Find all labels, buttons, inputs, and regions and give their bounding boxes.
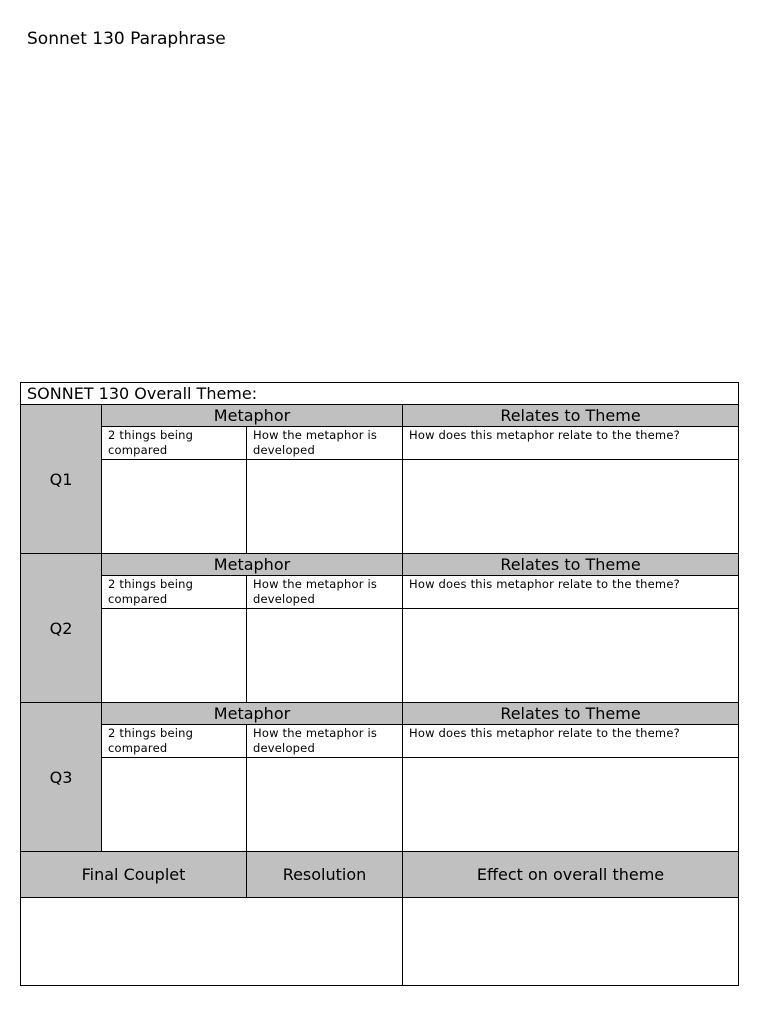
overall-theme-cell[interactable]: SONNET 130 Overall Theme:: [21, 383, 739, 405]
q1-metaphor-developed-label: How the metaphor is developed: [247, 427, 403, 460]
q2-things-compared-label: 2 things being compared: [102, 576, 247, 609]
effect-on-theme-header: Effect on overall theme: [403, 852, 739, 898]
q3-things-compared-answer[interactable]: [102, 758, 247, 852]
final-couplet-resolution-answer[interactable]: [21, 898, 403, 986]
q1-relate-theme-label: How does this metaphor relate to the theme?: [403, 427, 739, 460]
q3-metaphor-developed-label: How the metaphor is developed: [247, 725, 403, 758]
q1-metaphor-developed-answer[interactable]: [247, 460, 403, 554]
page-title: Sonnet 130 Paraphrase: [27, 29, 226, 49]
q1-label: Q1: [21, 405, 102, 554]
q2-things-compared-answer[interactable]: [102, 609, 247, 703]
q3-metaphor-header: Metaphor: [102, 703, 403, 725]
worksheet-table: [20, 382, 739, 986]
q1-things-compared-label: 2 things being compared: [102, 427, 247, 460]
q1-metaphor-header: Metaphor: [102, 405, 403, 427]
final-couplet-header: Final Couplet: [21, 852, 247, 898]
q3-relate-theme-label: How does this metaphor relate to the theme?: [403, 725, 739, 758]
q1-relates-header: Relates to Theme: [403, 405, 739, 427]
q2-relate-theme-label: How does this metaphor relate to the theme?: [403, 576, 739, 609]
q3-relates-header: Relates to Theme: [403, 703, 739, 725]
q3-metaphor-developed-answer[interactable]: [247, 758, 403, 852]
q3-relate-theme-answer[interactable]: [403, 758, 739, 852]
q2-relate-theme-answer[interactable]: [403, 609, 739, 703]
q2-metaphor-developed-label: How the metaphor is developed: [247, 576, 403, 609]
q2-metaphor-developed-answer[interactable]: [247, 609, 403, 703]
q2-metaphor-header: Metaphor: [102, 554, 403, 576]
q3-things-compared-label: 2 things being compared: [102, 725, 247, 758]
q2-label: Q2: [21, 554, 102, 703]
q1-relate-theme-answer[interactable]: [403, 460, 739, 554]
q3-label: Q3: [21, 703, 102, 852]
q2-relates-header: Relates to Theme: [403, 554, 739, 576]
q1-things-compared-answer[interactable]: [102, 460, 247, 554]
effect-on-theme-answer[interactable]: [403, 898, 739, 986]
resolution-header: Resolution: [247, 852, 403, 898]
